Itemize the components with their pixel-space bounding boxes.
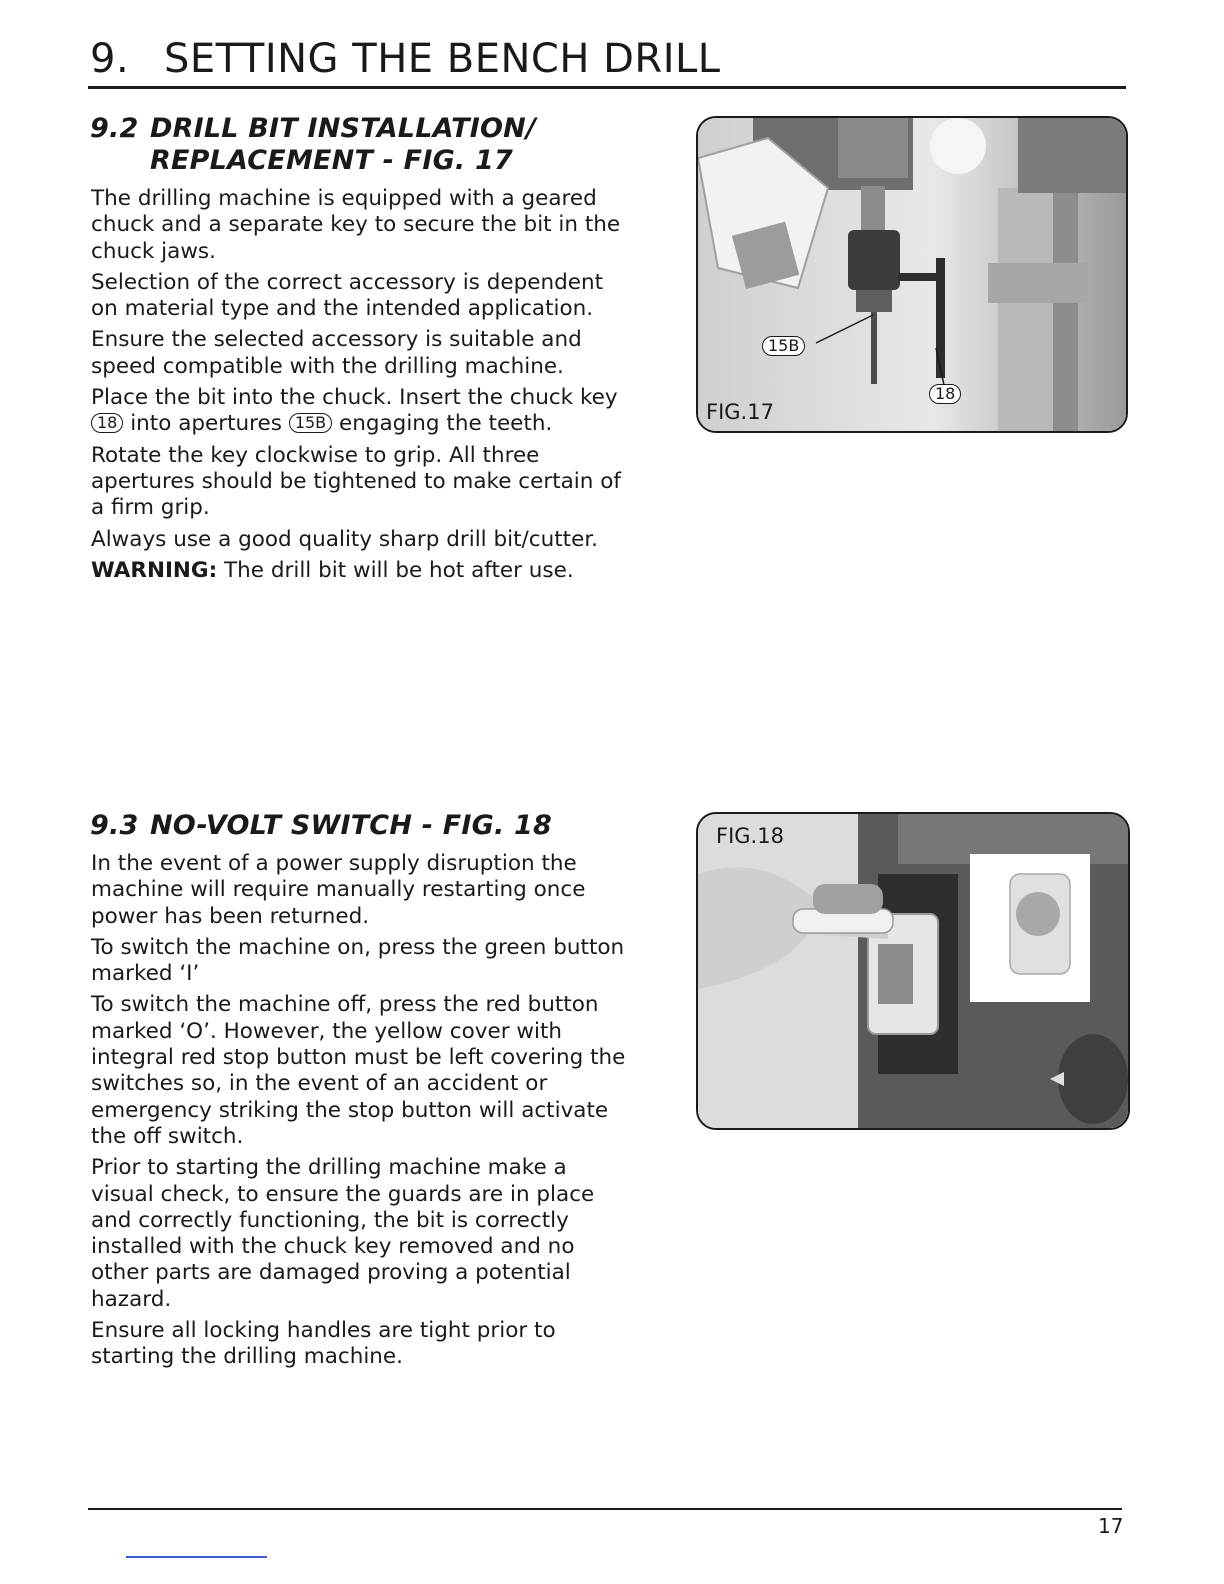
paragraph-text: engaging the teeth. (339, 411, 553, 437)
paragraph: Prior to starting the drilling machine make a visual check, to ensure the guards are in place and correctly functioning, the bit is correctly installed with the chuck key removed and no other parts are damaged proving a potential hazard. (91, 1155, 595, 1312)
paragraph: To switch the machine on, press the green button marked ‘I’ (91, 934, 625, 987)
warning-text: The drill bit will be hot after use. (224, 557, 574, 583)
figure-17-label: FIG.17 (706, 400, 774, 424)
figure-17 (696, 116, 1128, 433)
page-title (90, 36, 1130, 82)
ref-badge-18: 18 (91, 413, 123, 433)
callout-15b: 15B (762, 336, 805, 356)
drill-chuck-photo (698, 118, 1126, 431)
paragraph: Always use a good quality sharp drill bit/cutter. (91, 526, 599, 552)
section-9-3-heading-text: NO-VOLT SWITCH - FIG. 18 (150, 810, 553, 841)
paragraph: Rotate the key clockwise to grip. All three apertures should be tightened to make certain of a firm grip. (91, 442, 621, 521)
paragraph: Selection of the correct accessory is dependent on material type and the intended application. (91, 269, 604, 322)
section-9-2-heading (90, 113, 536, 177)
paragraph: In the event of a power supply disruption the machine will require manually restarting once power has been returned. (91, 851, 586, 929)
section-9-2-heading-line1: DRILL BIT INSTALLATION/ (150, 113, 537, 144)
warning-paragraph (91, 558, 631, 584)
section-9-3-number: 9.3 (90, 810, 139, 841)
section-9-2-body (91, 186, 631, 589)
paragraph: Ensure all locking handles are tight prior to starting the drilling machine. (91, 1318, 556, 1370)
paragraph: Ensure the selected accessory is suitable and speed compatible with the drilling machine. (91, 327, 582, 379)
section-9-2-number: 9.2 (90, 113, 139, 144)
callout-18: 18 (929, 384, 961, 404)
warning-label: WARNING: (91, 557, 218, 583)
paragraph: To switch the machine off, press the red button marked ‘O’. However, the yellow cover with integral red stop button must be left covering the switches so, in the event of an accident or emergency striking the stop button will activate the off switch. (91, 992, 626, 1149)
section-9-3-body (91, 851, 631, 1376)
footer-rule (88, 1508, 1122, 1510)
bottom-link-line (126, 1556, 267, 1558)
chapter-number: 9. (90, 36, 130, 82)
section-9-3-heading (90, 810, 552, 842)
no-volt-switch-photo (698, 814, 1128, 1128)
figure-18-label: FIG.18 (716, 824, 784, 848)
chapter-title: SETTING THE BENCH DRILL (164, 36, 721, 82)
paragraph-text: into apertures (130, 411, 282, 437)
paragraph: The drilling machine is equipped with a geared chuck and a separate key to secure the bit in the chuck jaws. (91, 186, 621, 264)
ref-badge-15b: 15B (289, 413, 332, 433)
title-rule (88, 86, 1126, 89)
figure-18 (696, 812, 1130, 1130)
page-number: 17 (1098, 1514, 1124, 1538)
paragraph-chuck-key (91, 385, 631, 438)
paragraph-text: Place the bit into the chuck. Insert the chuck key (91, 385, 618, 411)
section-9-2-heading-line2: REPLACEMENT - FIG. 17 (150, 145, 513, 176)
